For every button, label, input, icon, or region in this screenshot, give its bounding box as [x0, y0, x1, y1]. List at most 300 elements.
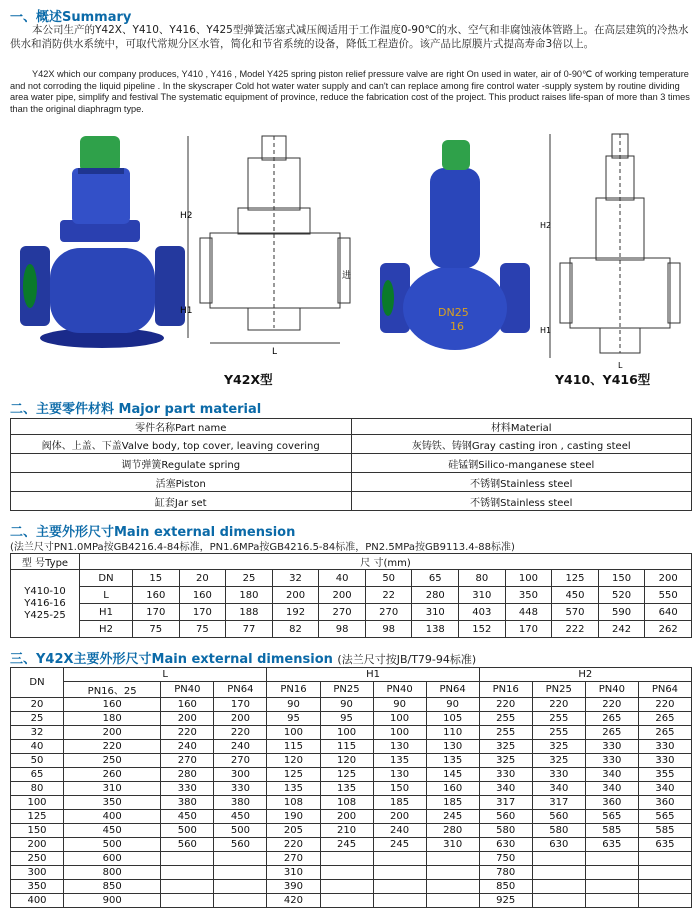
value-cell	[638, 894, 691, 908]
value-cell: 255	[479, 726, 532, 740]
value-cell: 900	[64, 894, 161, 908]
table-row	[11, 838, 692, 852]
dimension-value: 570	[552, 604, 599, 621]
value-cell: 95	[320, 712, 373, 726]
value-cell: 635	[585, 838, 638, 852]
table-row	[11, 880, 692, 894]
dimension-value: 188	[226, 604, 273, 621]
y42x-sub-header: PN40	[585, 682, 638, 698]
value-cell: 360	[638, 796, 691, 810]
part-name: 阀体、上盖、下盖Valve body, top cover, leaving covering	[11, 435, 352, 454]
value-cell: 130	[426, 740, 479, 754]
y42x-sub-header: PN40	[373, 682, 426, 698]
drawing-right-h2: H2	[540, 221, 552, 230]
value-cell: 200	[320, 810, 373, 824]
dimensions-table	[10, 553, 692, 638]
value-cell: 115	[267, 740, 320, 754]
value-cell: 325	[479, 754, 532, 768]
value-cell: 560	[214, 838, 267, 852]
value-cell: 90	[320, 698, 373, 712]
value-cell: 325	[479, 740, 532, 754]
value-cell: 330	[479, 768, 532, 782]
value-cell: 270	[267, 852, 320, 866]
value-cell	[161, 852, 214, 866]
dimension-value: 75	[133, 621, 180, 638]
value-cell	[532, 894, 585, 908]
value-cell: 220	[532, 698, 585, 712]
part-name: 活塞Piston	[11, 473, 352, 492]
value-cell: 220	[479, 698, 532, 712]
type-name: Y410-10	[24, 585, 66, 597]
value-cell: 330	[214, 782, 267, 796]
value-cell	[320, 880, 373, 894]
value-cell: 110	[426, 726, 479, 740]
dimension-value: 200	[645, 570, 692, 587]
value-cell: 160	[161, 698, 214, 712]
value-cell: 135	[426, 754, 479, 768]
dimension-value: 222	[552, 621, 599, 638]
value-cell: 500	[214, 824, 267, 838]
dn-cell: 32	[11, 726, 64, 740]
value-cell: 565	[585, 810, 638, 824]
value-cell: 330	[638, 740, 691, 754]
y42x-sub-header: PN64	[214, 682, 267, 698]
value-cell: 270	[214, 754, 267, 768]
dimension-value: 450	[552, 587, 599, 604]
dimension-value: 280	[412, 587, 459, 604]
value-cell: 265	[585, 726, 638, 740]
y42x-sub-header: PN16、25	[64, 682, 161, 698]
value-cell	[373, 880, 426, 894]
dimension-value: 350	[505, 587, 552, 604]
value-cell: 255	[532, 726, 585, 740]
value-cell: 280	[161, 768, 214, 782]
dimension-value: 77	[226, 621, 273, 638]
value-cell: 350	[64, 796, 161, 810]
dimensions-header-row	[11, 554, 692, 570]
type-name: Y425-25	[24, 609, 66, 621]
value-cell: 600	[64, 852, 161, 866]
table-row	[11, 435, 692, 454]
value-cell: 330	[585, 740, 638, 754]
value-cell	[373, 894, 426, 908]
table-row	[11, 768, 692, 782]
value-cell: 300	[214, 768, 267, 782]
value-cell: 270	[161, 754, 214, 768]
value-cell	[214, 866, 267, 880]
value-cell: 100	[373, 712, 426, 726]
value-cell	[585, 894, 638, 908]
table-row	[11, 698, 692, 712]
dimension-value: 180	[226, 587, 273, 604]
material-name: 硅锰钢Silico-manganese steel	[351, 454, 692, 473]
value-cell: 100	[320, 726, 373, 740]
summary-en: Y42X which our company produces, Y410 , Y416 , Model Y425 spring piston relief pressure valve are right On used in water, air of 0-90℃ of working temperature and not corroding the liquid pipeline . In the skyscraper Cold hot water water supply and can't can replace among fire control water -supply system by routine dividing area water pipe, simplify and festival The systematic equipment of province, reduce the fabrication cost of the project. This product raises life-span of more than 3 times than the original diaphragm type.	[10, 69, 690, 114]
value-cell: 150	[373, 782, 426, 796]
y42x-sub-header: PN64	[638, 682, 691, 698]
dimension-value: 20	[179, 570, 226, 587]
dimension-value: 98	[365, 621, 412, 638]
value-cell	[161, 894, 214, 908]
y42x-drawing	[188, 136, 350, 343]
drawing-left-l: L	[272, 347, 278, 357]
value-cell: 310	[64, 782, 161, 796]
y42x-group-header: DN	[11, 668, 64, 698]
dimension-value: 75	[179, 621, 226, 638]
value-cell: 500	[64, 838, 161, 852]
value-cell: 240	[161, 740, 214, 754]
value-cell: 200	[64, 726, 161, 740]
summary-zh: 本公司生产的Y42X、Y410、Y416、Y425型弹簧活塞式减压阀适用于工作温度0-90℃的水、空气和非腐蚀液体管路上。在高层建筑的冷热水供水和消防供水系统中，可取代常规分区水管，简化和节省系统的设备，降低工程造价。该产品比原膜片式提高寿命3倍以上。	[10, 24, 689, 50]
value-cell: 180	[64, 712, 161, 726]
value-cell: 245	[320, 838, 373, 852]
value-cell: 245	[426, 810, 479, 824]
dimension-value: 200	[272, 587, 319, 604]
value-cell: 90	[373, 698, 426, 712]
dimension-value: 310	[459, 587, 506, 604]
dimension-value: 15	[133, 570, 180, 587]
value-cell	[585, 852, 638, 866]
y42x-title-note: (法兰尺寸按JB/T79-94标准)	[337, 653, 477, 666]
value-cell: 220	[638, 698, 691, 712]
value-cell: 108	[267, 796, 320, 810]
table-row	[11, 473, 692, 492]
dimension-value: 170	[133, 604, 180, 621]
part-name: 调节弹簧Regulate spring	[11, 454, 352, 473]
dimension-label: H1	[80, 604, 133, 621]
dn-cell: 25	[11, 712, 64, 726]
value-cell: 560	[161, 838, 214, 852]
value-cell: 265	[585, 712, 638, 726]
dimension-value: 125	[552, 570, 599, 587]
value-cell	[426, 894, 479, 908]
value-cell	[532, 866, 585, 880]
value-cell: 135	[373, 754, 426, 768]
dimension-value: 160	[179, 587, 226, 604]
value-cell: 390	[267, 880, 320, 894]
dn-cell: 300	[11, 866, 64, 880]
value-cell: 125	[320, 768, 373, 782]
dimension-value: 403	[459, 604, 506, 621]
value-cell	[320, 866, 373, 880]
dimension-value: 192	[272, 604, 319, 621]
value-cell: 240	[373, 824, 426, 838]
value-cell: 135	[267, 782, 320, 796]
value-cell: 240	[214, 740, 267, 754]
dimension-value: 138	[412, 621, 459, 638]
value-cell: 780	[479, 866, 532, 880]
dn-cell: 150	[11, 824, 64, 838]
value-cell: 340	[532, 782, 585, 796]
value-cell	[161, 880, 214, 894]
dimension-value: 448	[505, 604, 552, 621]
dimension-value: 65	[412, 570, 459, 587]
value-cell: 580	[479, 824, 532, 838]
value-cell: 800	[64, 866, 161, 880]
value-cell: 265	[638, 726, 691, 740]
value-cell: 160	[426, 782, 479, 796]
value-cell: 90	[267, 698, 320, 712]
value-cell: 380	[161, 796, 214, 810]
y42x-sub-header-row	[11, 682, 692, 698]
value-cell: 220	[214, 726, 267, 740]
dn-cell: 50	[11, 754, 64, 768]
type-header: 型 号Type	[11, 554, 80, 570]
summary-title: 一、概述Summary	[10, 10, 132, 25]
value-cell: 250	[64, 754, 161, 768]
value-cell	[638, 852, 691, 866]
value-cell: 635	[638, 838, 691, 852]
value-cell: 245	[373, 838, 426, 852]
caption-y42x: Y42X型	[224, 372, 273, 387]
value-cell: 105	[426, 712, 479, 726]
dimension-label: DN	[80, 570, 133, 587]
dn-cell: 350	[11, 880, 64, 894]
y42x-group-header: H1	[267, 668, 479, 682]
valve-pn-text: 16	[450, 320, 464, 333]
y42x-sub-header: PN16	[267, 682, 320, 698]
value-cell	[373, 866, 426, 880]
value-cell: 565	[638, 810, 691, 824]
dimension-value: 640	[645, 604, 692, 621]
y42x-sub-header: PN25	[320, 682, 373, 698]
drawing-right-l: L	[618, 361, 623, 370]
caption-y410: Y410、Y416型	[555, 372, 651, 387]
value-cell: 135	[320, 782, 373, 796]
type-cell	[11, 570, 80, 638]
y42x-title-main: 三、Y42X主要外形尺寸Main external dimension	[10, 652, 333, 667]
dimension-label: L	[80, 587, 133, 604]
value-cell: 200	[373, 810, 426, 824]
value-cell: 560	[479, 810, 532, 824]
table-row	[11, 604, 692, 621]
y42x-sub-header: PN16	[479, 682, 532, 698]
table-row	[11, 587, 692, 604]
value-cell: 360	[585, 796, 638, 810]
value-cell	[532, 880, 585, 894]
value-cell: 125	[267, 768, 320, 782]
value-cell: 317	[532, 796, 585, 810]
value-cell	[638, 880, 691, 894]
value-cell: 120	[320, 754, 373, 768]
materials-header-part: 零件名称Part name	[11, 419, 352, 435]
value-cell	[532, 852, 585, 866]
dimension-value: 82	[272, 621, 319, 638]
value-cell: 630	[532, 838, 585, 852]
value-cell: 325	[532, 754, 585, 768]
dimension-value: 590	[598, 604, 645, 621]
y42x-sub-header: PN25	[532, 682, 585, 698]
value-cell: 130	[373, 768, 426, 782]
value-cell: 100	[373, 726, 426, 740]
value-cell: 330	[585, 754, 638, 768]
drawing-left-inlet: 进	[342, 271, 352, 281]
materials-table	[10, 418, 692, 511]
material-name: 不锈钢Stainless steel	[351, 473, 692, 492]
value-cell: 420	[267, 894, 320, 908]
value-cell: 750	[479, 852, 532, 866]
value-cell: 210	[320, 824, 373, 838]
dimension-value: 152	[459, 621, 506, 638]
dn-cell: 20	[11, 698, 64, 712]
value-cell	[161, 866, 214, 880]
value-cell	[214, 852, 267, 866]
value-cell: 160	[64, 698, 161, 712]
table-row	[11, 570, 692, 587]
dimension-value: 550	[645, 587, 692, 604]
dimension-value: 310	[412, 604, 459, 621]
value-cell: 330	[161, 782, 214, 796]
value-cell: 100	[267, 726, 320, 740]
value-cell: 220	[64, 740, 161, 754]
y410-drawing	[550, 134, 680, 358]
value-cell: 220	[161, 726, 214, 740]
table-row	[11, 852, 692, 866]
value-cell	[585, 866, 638, 880]
value-cell: 340	[585, 782, 638, 796]
y42x-group-header: L	[64, 668, 267, 682]
type-name: Y416-16	[24, 597, 66, 609]
value-cell: 120	[267, 754, 320, 768]
value-cell: 450	[214, 810, 267, 824]
value-cell: 380	[214, 796, 267, 810]
value-cell	[320, 894, 373, 908]
value-cell: 450	[64, 824, 161, 838]
dimension-value: 270	[365, 604, 412, 621]
table-row	[11, 454, 692, 473]
y42x-sub-header: PN40	[161, 682, 214, 698]
value-cell: 310	[267, 866, 320, 880]
value-cell	[214, 894, 267, 908]
material-name: 灰铸铁、铸钢Gray casting iron , casting steel	[351, 435, 692, 454]
dimension-value: 242	[598, 621, 645, 638]
table-row	[11, 782, 692, 796]
value-cell: 325	[532, 740, 585, 754]
value-cell: 280	[426, 824, 479, 838]
table-row	[11, 492, 692, 511]
value-cell: 580	[532, 824, 585, 838]
table-row	[11, 866, 692, 880]
value-cell: 190	[267, 810, 320, 824]
value-cell	[320, 852, 373, 866]
materials-title: 二、主要零件材料 Major part material	[10, 402, 262, 417]
value-cell	[426, 866, 479, 880]
value-cell: 340	[585, 768, 638, 782]
value-cell: 340	[479, 782, 532, 796]
dimension-value: 50	[365, 570, 412, 587]
part-name: 缸套Jar set	[11, 492, 352, 511]
value-cell: 255	[479, 712, 532, 726]
value-cell: 585	[638, 824, 691, 838]
table-row	[11, 824, 692, 838]
value-cell: 850	[479, 880, 532, 894]
dn-cell: 100	[11, 796, 64, 810]
dimension-value: 160	[133, 587, 180, 604]
value-cell	[638, 866, 691, 880]
value-cell: 265	[638, 712, 691, 726]
value-cell: 200	[214, 712, 267, 726]
value-cell: 145	[426, 768, 479, 782]
value-cell: 108	[320, 796, 373, 810]
value-cell	[214, 880, 267, 894]
value-cell: 115	[320, 740, 373, 754]
value-cell: 310	[426, 838, 479, 852]
value-cell: 850	[64, 880, 161, 894]
y42x-title	[10, 648, 476, 667]
dimension-value: 100	[505, 570, 552, 587]
dimension-value: 40	[319, 570, 366, 587]
table-row	[11, 810, 692, 824]
drawing-left-h2: H2	[180, 211, 193, 221]
dimensions-title: 二、主要外形尺寸Main external dimension	[10, 525, 296, 540]
dimension-value: 22	[365, 587, 412, 604]
y42x-group-header-row	[11, 668, 692, 682]
value-cell: 585	[585, 824, 638, 838]
dimension-value: 150	[598, 570, 645, 587]
table-row	[11, 894, 692, 908]
table-row	[11, 712, 692, 726]
value-cell: 200	[161, 712, 214, 726]
value-cell: 185	[426, 796, 479, 810]
y42x-table	[10, 667, 692, 908]
value-cell	[426, 852, 479, 866]
dn-cell: 200	[11, 838, 64, 852]
dimension-value: 98	[319, 621, 366, 638]
dn-cell: 250	[11, 852, 64, 866]
table-row	[11, 621, 692, 638]
value-cell: 185	[373, 796, 426, 810]
valve-dn-text: DN25	[438, 306, 469, 319]
dimension-value: 32	[272, 570, 319, 587]
value-cell	[373, 852, 426, 866]
value-cell: 560	[532, 810, 585, 824]
value-cell: 355	[638, 768, 691, 782]
materials-header-row	[11, 419, 692, 435]
product-figures	[10, 128, 690, 393]
dimension-value: 25	[226, 570, 273, 587]
value-cell: 630	[479, 838, 532, 852]
dimension-label: H2	[80, 621, 133, 638]
y42x-sub-header: PN64	[426, 682, 479, 698]
value-cell: 130	[373, 740, 426, 754]
value-cell: 400	[64, 810, 161, 824]
value-cell: 255	[532, 712, 585, 726]
table-row	[11, 796, 692, 810]
dimension-value: 520	[598, 587, 645, 604]
y42x-valve-photo	[20, 136, 185, 348]
value-cell: 205	[267, 824, 320, 838]
material-name: 不锈钢Stainless steel	[351, 492, 692, 511]
dn-cell: 400	[11, 894, 64, 908]
value-cell: 500	[161, 824, 214, 838]
dimension-value: 80	[459, 570, 506, 587]
dn-cell: 125	[11, 810, 64, 824]
value-cell: 925	[479, 894, 532, 908]
materials-header-material: 材料Material	[351, 419, 692, 435]
value-cell	[426, 880, 479, 894]
value-cell: 170	[214, 698, 267, 712]
value-cell: 260	[64, 768, 161, 782]
table-row	[11, 754, 692, 768]
value-cell: 330	[532, 768, 585, 782]
value-cell: 317	[479, 796, 532, 810]
value-cell: 220	[585, 698, 638, 712]
value-cell: 220	[267, 838, 320, 852]
dn-cell: 40	[11, 740, 64, 754]
drawing-right-h1: H1	[540, 326, 552, 335]
value-cell: 340	[638, 782, 691, 796]
dimension-value: 170	[179, 604, 226, 621]
